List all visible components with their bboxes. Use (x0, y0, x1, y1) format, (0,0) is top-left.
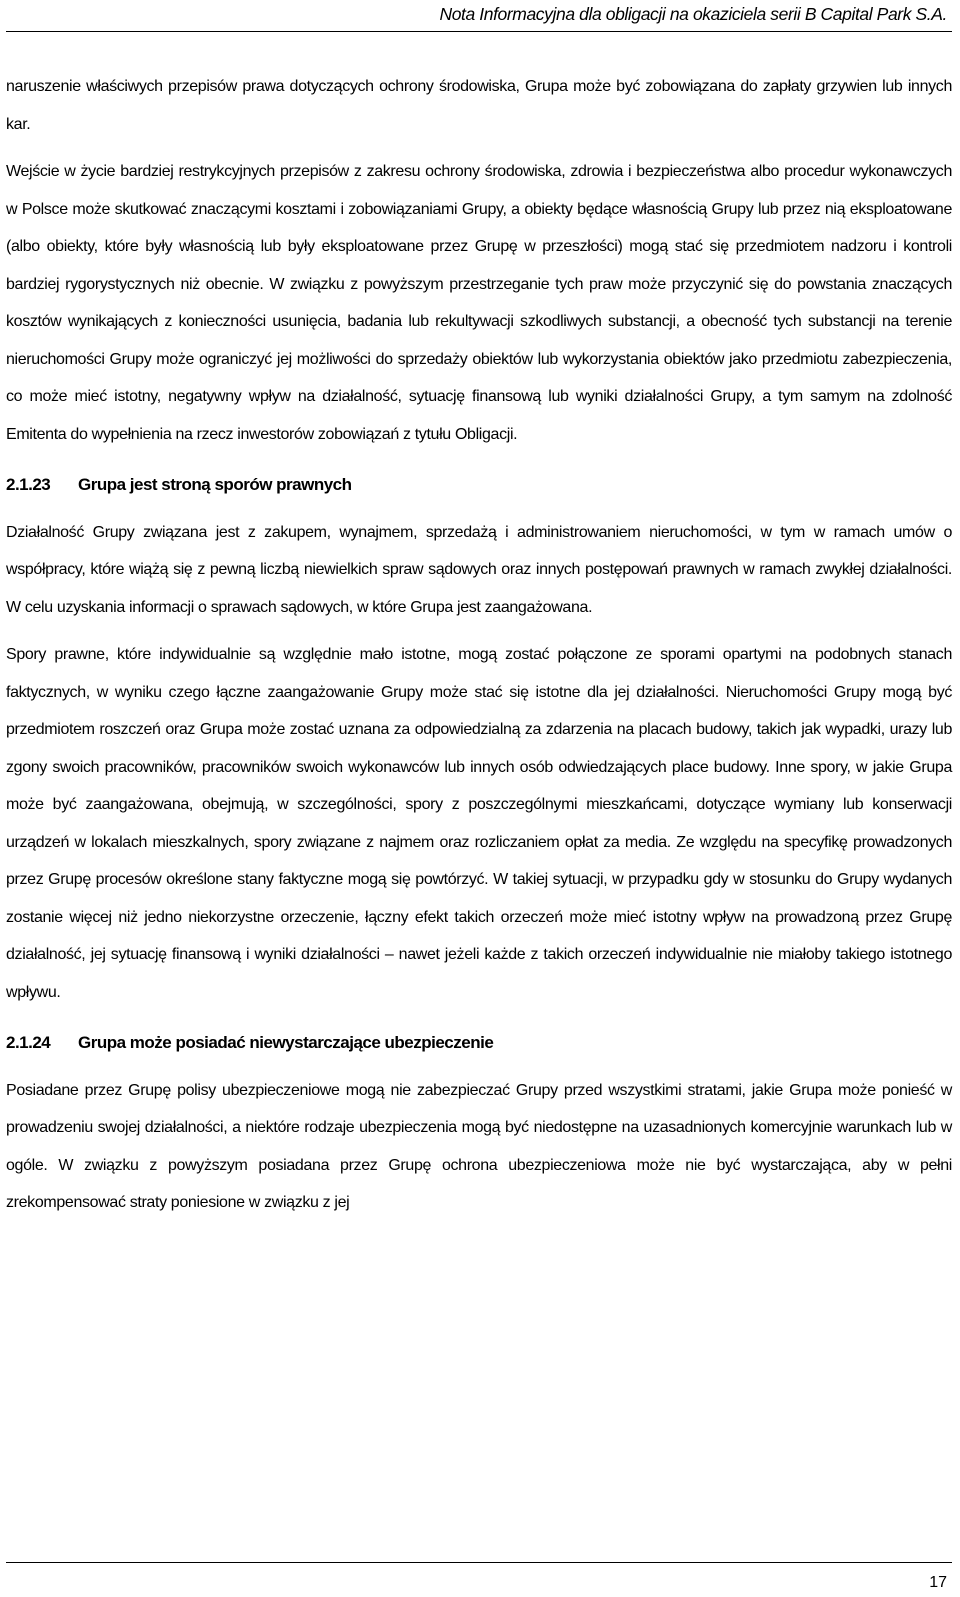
page-number: 17 (929, 1574, 947, 1591)
section-gap (6, 1011, 952, 1024)
section-number: 2.1.23 (6, 475, 51, 494)
paragraph: Działalność Grupy związana jest z zakupem, wynajmem, sprzedażą i administrowaniem nieruchomości, w tym w ramach umów o współpracy, które wiążą się z pewną liczbą niewielkich spraw sądowych oraz innych postępowań prawnych w ramach zwykłej działalności. W celu uzyskania informacji o sprawach sądowych, w które Grupa jest zaangażowana. (6, 523, 952, 616)
section-heading-2-1-23 (6, 466, 952, 504)
section-gap (6, 453, 952, 466)
running-header: Nota Informacyjna dla obligacji na okaziciela serii B Capital Park S.A. (439, 4, 947, 24)
paragraph-gap (6, 504, 952, 514)
footer-divider (6, 1562, 952, 1563)
paragraph-gap (6, 143, 952, 153)
paragraph: Spory prawne, które indywidualnie są względnie mało istotne, mogą zostać połączone ze sporami opartymi na podobnych stanach faktycznych, w wyniku czego łączne zaangażowanie Grupy może stać się istotne dla jej działalności. Nieruchomości Grupy mogą być przedmiotem roszczeń oraz Grupa może zostać uznana za odpowiedzialną za zdarzenia na placach budowy, takich jak wypadki, urazy lub zgony swoich pracowników, pracowników swoich wykonawców lub innych osób odwiedzających place budowy. Inne spory, w jakie Grupa może być zaangażowana, obejmują, w szczególności, spory z poszczególnymi mieszkańcami, dotyczące wymiany lub konserwacji urządzeń w lokalach mieszkalnych, spory związane z najmem oraz rozliczaniem opłat za media. Ze względu na specyfikę prowadzonych przez Grupę procesów określone stany faktyczne mogą się powtórzyć. W takiej sytuacji, w przypadku gdy w stosunku do Grupy wydanych zostanie więcej niż jedno niekorzystne orzeczenie, łączny efekt takich orzeczeń może mieć istotny wpływ na prowadzoną przez Grupę działalność, jej sytuację finansową i wyniki działalności – nawet jeżeli każde z takich orzeczeń indywidualnie nie miałoby takiego istotnego wpływu. (6, 646, 952, 1001)
paragraph-gap (6, 1062, 952, 1072)
header-divider (6, 31, 952, 32)
section-heading-2-1-24 (6, 1024, 952, 1062)
section-title: Grupa jest stroną sporów prawnych (78, 475, 352, 494)
section-number: 2.1.24 (6, 1033, 51, 1052)
paragraph: Posiadane przez Grupę polisy ubezpieczeniowe mogą nie zabezpieczać Grupy przed wszystkimi stratami, jakie Grupa może ponieść w prowadzeniu swojej działalności, a niektóre rodzaje ubezpieczenia mogą być niedostępne na uzasadnionych komercyjnie warunkach lub w ogóle. W związku z powyższym posiadana przez Grupę ochrona ubezpieczeniowa może nie być wystarczająca, aby w pełni zrekompensować straty poniesione w związku z jej (6, 1081, 952, 1211)
paragraph: naruszenie właściwych przepisów prawa dotyczących ochrony środowiska, Grupa może być zobowiązana do zapłaty grzywien lub innych kar. (6, 78, 952, 133)
paragraph: Wejście w życie bardziej restrykcyjnych przepisów z zakresu ochrony środowiska, zdrowia i bezpieczeństwa albo procedur wykonawczych w Polsce może skutkować znaczącymi kosztami i zobowiązaniami Grupy, a obiekty będące własnością Grupy lub przez nią eksploatowane (albo obiekty, które były własnością lub były eksploatowane przez Grupę w przeszłości) mogą stać się przedmiotem nadzoru i kontroli bardziej rygorystycznych niż obecnie. W związku z powyższym przestrzeganie tych praw może przyczynić się do powstania znaczących kosztów wynikających z konieczności usunięcia, badania lub rekultywacji szkodliwych substancji, a obecność tych substancji na terenie nieruchomości Grupy może ograniczyć jej możliwości do sprzedaży obiektów lub wykorzystania obiektów jako przedmiotu zabezpieczenia, co może mieć istotny, negatywny wpływ na działalność, sytuację finansową lub wyniki działalności Grupy, a tym samym na zdolność Emitenta do wypełnienia na rzecz inwestorów zobowiązań z tytułu Obligacji. (6, 163, 952, 443)
paragraph-gap (6, 626, 952, 636)
document-body (6, 68, 952, 1222)
section-title: Grupa może posiadać niewystarczające ubezpieczenie (78, 1033, 494, 1052)
